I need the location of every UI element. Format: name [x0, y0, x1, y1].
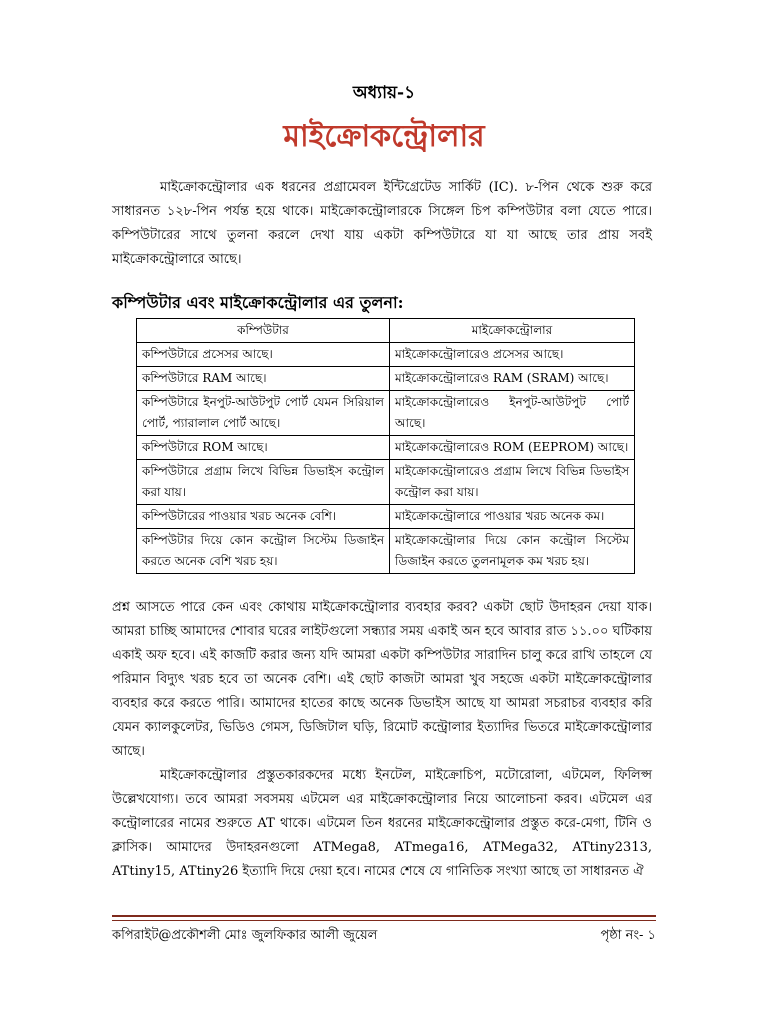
table-row	[137, 460, 635, 505]
footer-rule-thin	[112, 920, 656, 921]
table-cell: কম্পিউটারে ইনপুট-আউটপুট পোর্ট যেমন সিরিয়াল পোর্ট, প্যারালাল পোর্ট আছে।	[137, 391, 390, 436]
usage-paragraph: প্রশ্ন আসতে পারে কেন এবং কোথায় মাইক্রোকন্ট্রোলার ব্যবহার করব? একটা ছোট উদাহরন দেয়া যাক। আমরা চাচ্ছি আমাদের শোবার ঘরের লাইটগুলো সন্ধ্যার সময় একাই অন হবে আবার রাত ১১.০০ ঘটিকায় একাই অফ হবে। এই কাজটি করার জন্য যদি আমরা একটা কম্পিউটার সারাদিন চালু করে রাখি তাহলে যে পরিমান বিদ্যুৎ খরচ হবে তা অনেক বেশি। এই ছোট কাজটা আমরা খুব সহজে একটা মাইক্রোকন্ট্রোলার ব্যবহার করে করতে পারি। আমাদের হাতের কাছে অনেক ডিভাইস আছে যা আমরা সচরাচর ব্যবহার করি যেমন ক্যালকুলেটর, ভিডিও গেমস, ডিজিটাল ঘড়ি, রিমোট কন্ট্রোলার ইত্যাদির ভিতরে মাইক্রোকন্ট্রোলার আছে।	[112, 600, 652, 759]
manufacturers-paragraph	[112, 764, 652, 884]
manufacturers-paragraph-text: মাইক্রোকন্ট্রোলার প্রস্তুতকারকদের মধ্যে ইনটেল, মাইক্রোচিপ, মটোরোলা, এটমেল, ফিলিপ্স উল্লেখযোগ্য। তবে আমরা সবসময় এটমেল এর মাইক্রোকন্ট্রোলার নিয়ে আলোচনা করব। এটমেল এর কন্ট্রোলারের নামের শুরুতে AT থাকে। এটমেল তিন ধরনের মাইক্রোকন্ট্রোলার প্রস্তুত করে-মেগা, টিনি ও ক্লাসিক। আমাদের উদাহরনগুলো ATMega8, ATmega16, ATMega32, ATtiny2313, ATtiny15, ATtiny26 ইত্যাদি দিয়ে দেয়া হবে। নামের শেষে যে গানিতিক সংখ্যা আছে তা সাধারনত ঐ	[112, 768, 652, 879]
table-cell: মাইক্রোকন্ট্রোলারেও প্রসেসর আছে।	[390, 343, 635, 367]
table-cell: কম্পিউটারে প্রগ্রাম লিখে বিভিন্ন ডিভাইস কন্ট্রোল করা যায়।	[137, 460, 390, 505]
table-cell: মাইক্রোকন্ট্রোলারেও ROM (EEPROM) আছে।	[390, 436, 635, 460]
footer-page-number: পৃষ্ঠা নং- ১	[600, 928, 656, 943]
table-header-row	[137, 319, 635, 343]
table-cell: কম্পিউটারের পাওয়ার খরচ অনেক বেশি।	[137, 505, 390, 529]
intro-paragraph-text: মাইক্রোকন্ট্রোলার এক ধরনের প্রগ্রামেবল ইন্টিগ্রেটেড সার্কিট (IC). ৮-পিন থেকে শুরু করে সাধারনত ১২৮-পিন পর্যন্ত হয়ে থাকে। মাইক্রোকন্ট্রোলারকে সিঙ্গেল চিপ কম্পিউটার বলা যেতে পারে। কম্পিউটারের সাথে তুলনা করলে দেখা যায় একটা কম্পিউটারে যা যা আছে তার প্রায় সবই মাইক্রোকন্ট্রোলারে আছে।	[112, 180, 652, 267]
table-cell: কম্পিউটার দিয়ে কোন কন্ট্রোল সিস্টেম ডিজাইন করতে অনেক বেশি খরচ হয়।	[137, 529, 390, 574]
section-heading: কম্পিউটার এবং মাইক্রোকন্ট্রোলার এর তুলনা:	[112, 293, 404, 312]
comparison-table	[136, 318, 635, 574]
table-row	[137, 436, 635, 460]
table-row	[137, 343, 635, 367]
footer-copyright: কপিরাইট@প্রকৌশলী মোঃ জুলফিকার আলী জুয়েল	[112, 928, 378, 943]
column-header-computer: কম্পিউটার	[137, 319, 390, 343]
table-cell: কম্পিউটারে RAM আছে।	[137, 367, 390, 391]
table-cell: মাইক্রোকন্ট্রোলারেও RAM (SRAM) আছে।	[390, 367, 635, 391]
table-cell: মাইক্রোকন্ট্রোলারেও প্রগ্রাম লিখে বিভিন্ন ডিভাইস কন্ট্রোল করা যায়।	[390, 460, 635, 505]
table-row	[137, 367, 635, 391]
footer-rule	[112, 915, 656, 917]
intro-paragraph	[112, 176, 652, 272]
table-cell: কম্পিউটারে প্রসেসর আছে।	[137, 343, 390, 367]
page-title: মাইক্রোকন্ট্রোলার	[283, 119, 485, 154]
table-row	[137, 529, 635, 574]
table-row	[137, 391, 635, 436]
table-cell: কম্পিউটারে ROM আছে।	[137, 436, 390, 460]
chapter-label: অধ্যায়-১	[352, 83, 416, 103]
column-header-microcontroller: মাইক্রোকন্ট্রোলার	[390, 319, 635, 343]
table-cell: মাইক্রোকন্ট্রোলারে পাওয়ার খরচ অনেক কম।	[390, 505, 635, 529]
table-cell: মাইক্রোকন্ট্রোলার দিয়ে কোন কন্ট্রোল সিস্টেম ডিজাইন করতে তুলনামূলক কম খরচ হয়।	[390, 529, 635, 574]
table-cell: মাইক্রোকন্ট্রোলারেও ইনপুট-আউটপুট পোর্ট আছে।	[390, 391, 635, 436]
table-row	[137, 505, 635, 529]
